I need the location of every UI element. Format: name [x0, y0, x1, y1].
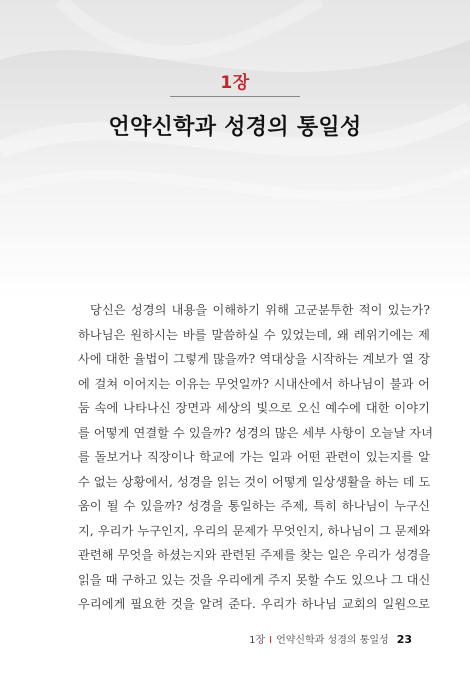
body-line: 관련해 무엇을 하셨는지와 관련된 주제를 찾는 일은 우리가 성경을	[78, 548, 431, 562]
body-line: 에 걸쳐 이어지는 이유는 무엇일까? 시내산에서 하나님이 불과 어	[78, 376, 430, 391]
decorative-swoosh	[0, 0, 470, 300]
body-line: 를 돌보거나 직장이나 학교에 가는 일과 어떤 관련이 있는지를 알	[78, 450, 430, 464]
body-line: 수 없는 상황에서, 성경을 읽는 것이 어떻게 일상생활을 하는 데 도	[78, 474, 431, 489]
page-number: 23	[396, 633, 412, 646]
chapter-divider	[170, 96, 300, 97]
body-line: 를 어떻게 연결할 수 있을까? 성경의 많은 세부 사항이 오늘날 자녀	[78, 425, 434, 440]
chapter-number: 1장	[220, 73, 250, 93]
body-line: 읽을 때 구하고 있는 것을 우리에게 주지 못할 수도 있으나 그 대신	[78, 572, 431, 587]
footer-chapter-label: 1장	[249, 635, 266, 646]
body-line: 우리에게 필요한 것을 알려 준다. 우리가 하나님 교회의 일원으로	[78, 597, 430, 611]
body-paragraph	[78, 298, 434, 617]
body-line: 하나님은 원하시는 바를 말씀하실 수 있었는데, 왜 레위기에는 제	[78, 327, 430, 342]
footer-separator: I	[269, 635, 273, 646]
chapter-title: 언약신학과 성경의 통일성	[108, 115, 362, 140]
body-line: 사에 대한 율법이 그렇게 많을까? 역대상을 시작하는 계보가 열 장	[78, 352, 430, 366]
body-line: 지, 우리가 누구인지, 우리의 문제가 무엇인지, 하나님이 그 문제와	[78, 523, 431, 538]
page-footer	[249, 631, 412, 646]
body-line: 움이 될 수 있을까? 성경을 통일하는 주제, 특히 하나님이 누구신	[78, 499, 430, 513]
footer-running-title: 언약신학과 성경의 통일성	[276, 635, 389, 646]
body-line: 당신은 성경의 내용을 이해하기 위해 고군분투한 적이 있는가?	[90, 303, 430, 317]
body-line: 둠 속에 나타나신 장면과 세상의 빛으로 오신 예수에 대한 이야기	[78, 401, 430, 415]
